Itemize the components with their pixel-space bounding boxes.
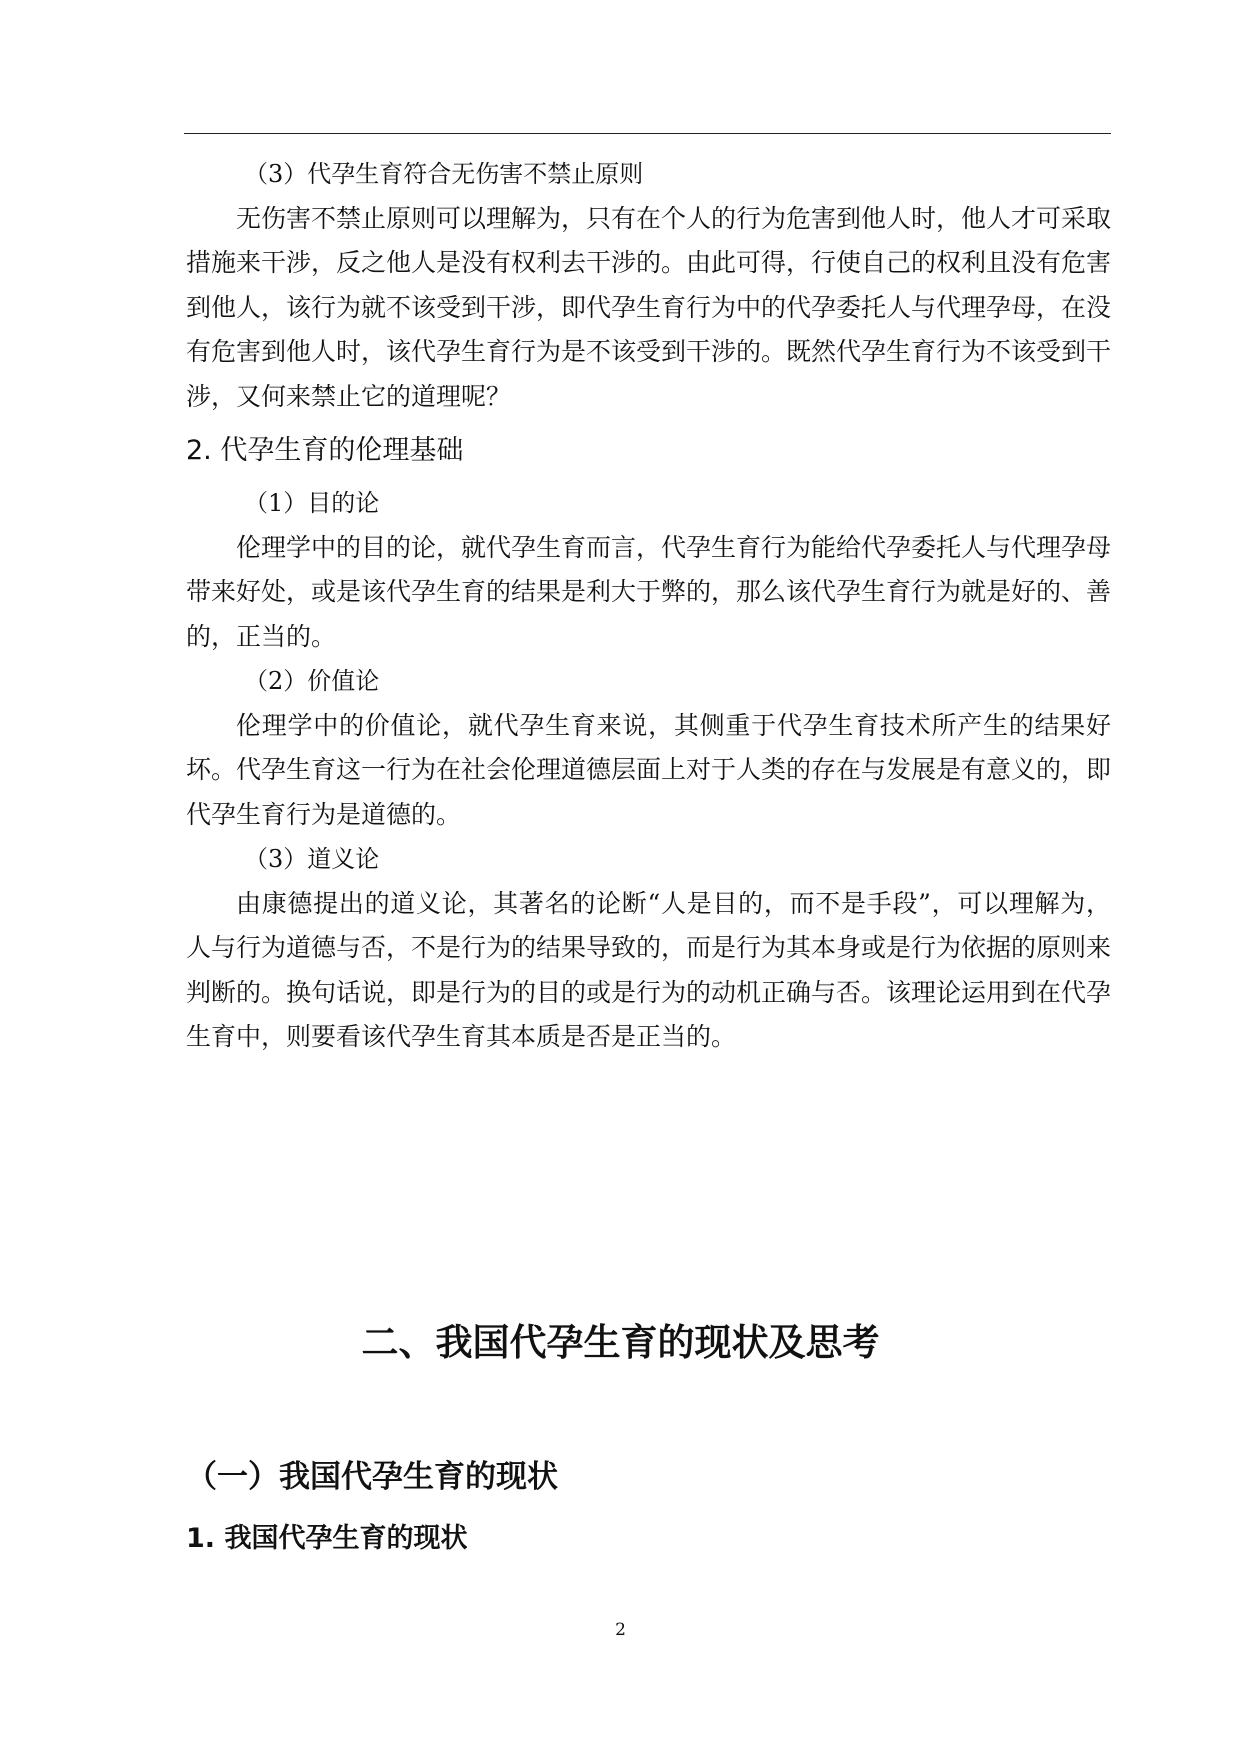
chapter-title: 二、我国代孕生育的现状及思考 <box>361 1321 880 1364</box>
subheading-no-harm-principle: （3）代孕生育符合无伤害不禁止原则 <box>244 160 644 188</box>
header-rule <box>184 133 1111 134</box>
body-content <box>186 152 1111 1060</box>
paragraph-no-harm-principle: 无伤害不禁止原则可以理解为，只有在个人的行为危害到他人时，他人才可采取措施来干涉，反之他人是没有权利去干涉的。由此可得，行使自己的权利且没有危害到他人，该行为就不该受到干涉，即代孕生育行为中的代孕委托人与代理孕母，在没有危害到他人时，该代孕生育行为是不该受到干涉的。既然代孕生育行为不该受到干涉，又何来禁止它的道理呢？ <box>186 203 1112 411</box>
subheading-axiology: （2）价值论 <box>244 667 380 695</box>
section-title: （一）我国代孕生育的现状 <box>186 1459 558 1495</box>
paragraph-axiology: 伦理学中的价值论，就代孕生育来说，其侧重于代孕生育技术所产生的结果好坏。代孕生育这一行为在社会伦理道德层面上对于人类的存在与发展是有意义的，即代孕生育行为是道德的。 <box>186 710 1112 829</box>
paragraph-deontology: 由康德提出的道义论，其著名的论断“人是目的，而不是手段”，可以理解为，人与行为道德与否，不是行为的结果导致的，而是行为其本身或是行为依据的原则来判断的。换句话说，即是行为的目的或是行为的动机正确与否。该理论运用到在代孕生育中，则要看该代孕生育其本质是否是正当的。 <box>186 888 1112 1051</box>
paragraph-teleology: 伦理学中的目的论，就代孕生育而言，代孕生育行为能给代孕委托人与代理孕母带来好处，或是该代孕生育的结果是利大于弊的，那么该代孕生育行为就是好的、善的，正当的。 <box>186 532 1112 651</box>
page-number: 2 <box>615 1620 626 1640</box>
subheading-deontology: （3）道义论 <box>244 845 380 873</box>
heading-ethical-basis: 2. 代孕生育的伦理基础 <box>186 435 464 466</box>
subheading-teleology: （1）目的论 <box>244 489 380 517</box>
subsection-title: 1. 我国代孕生育的现状 <box>186 1523 468 1554</box>
